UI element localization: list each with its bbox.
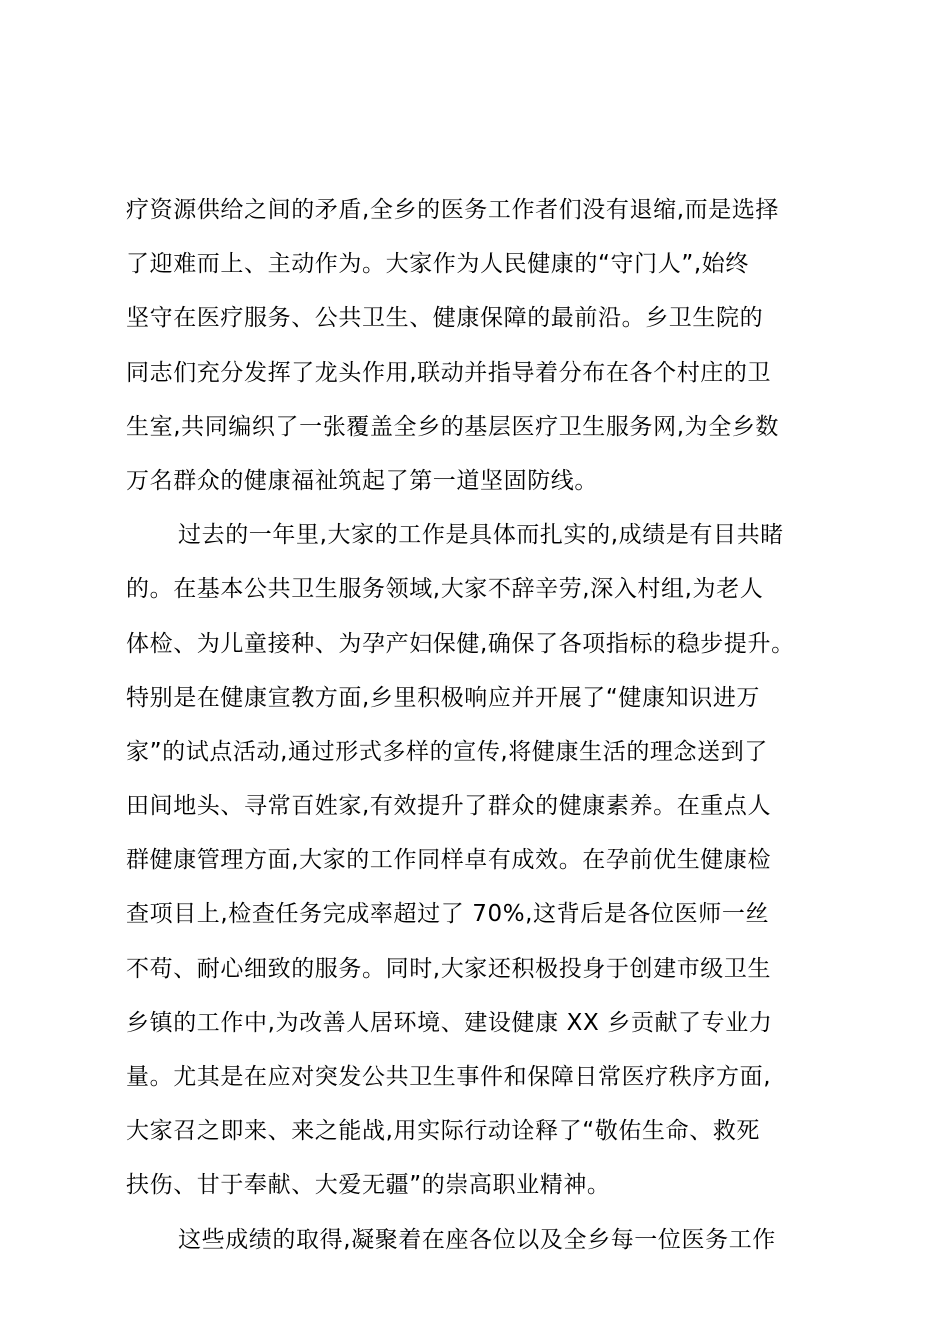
text-line: 体检、为儿童接种、为孕产妇保健,确保了各项指标的稳步提升。 (126, 630, 795, 657)
text-line: 田间地头、寻常百姓家,有效提升了群众的健康素养。在重点人 (126, 793, 772, 820)
text-line: 了迎难而上、主动作为。大家作为人民健康的“守门人”,始终 (126, 251, 749, 278)
text-line: 量。尤其是在应对突发公共卫生事件和保障日常医疗秩序方面, (126, 1064, 772, 1090)
text-line: 查项目上,检查任务完成率超过了 70%,这背后是各位医师一丝 (126, 901, 770, 928)
text-line: 家”的试点活动,通过形式多样的宣传,将健康生活的理念送到了 (126, 738, 768, 765)
text-line: 不苟、耐心细致的服务。同时,大家还积极投身于创建市级卫生 (126, 955, 772, 982)
text-line: 坚守在医疗服务、公共卫生、健康保障的最前沿。乡卫生院的 (126, 305, 764, 332)
text-line: 的。在基本公共卫生服务领域,大家不辞辛劳,深入村组,为老人 (126, 576, 764, 603)
text-line: 扶伤、甘于奉献、大爱无疆”的崇高职业精神。 (126, 1172, 611, 1199)
paragraph-first-line: 过去的一年里,大家的工作是具体而扎实的,成绩是有目共睹 (178, 522, 784, 549)
text-line: 万名群众的健康福祉筑起了第一道坚固防线。 (126, 467, 598, 494)
text-line: 乡镇的工作中,为改善人居环境、建设健康 XX 乡贡献了专业力 (126, 1009, 773, 1036)
body-text (126, 183, 836, 1267)
paragraph-first-line: 这些成绩的取得,凝聚着在座各位以及全乡每一位医务工作 (178, 1226, 776, 1253)
text-line: 生室,共同编织了一张覆盖全乡的基层医疗卫生服务网,为全乡数 (126, 413, 780, 440)
text-line: 群健康管理方面,大家的工作同样卓有成效。在孕前优生健康检 (126, 847, 772, 874)
text-line: 特别是在健康宣教方面,乡里积极响应并开展了“健康知识进万 (126, 684, 761, 711)
text-line: 同志们充分发挥了龙头作用,联动并指导着分布在各个村庄的卫 (126, 359, 772, 386)
text-line: 大家召之即来、来之能战,用实际行动诠释了“敬佑生命、救死 (126, 1118, 761, 1145)
text-line: 疗资源供给之间的矛盾,全乡的医务工作者们没有退缩,而是选择 (126, 197, 780, 223)
